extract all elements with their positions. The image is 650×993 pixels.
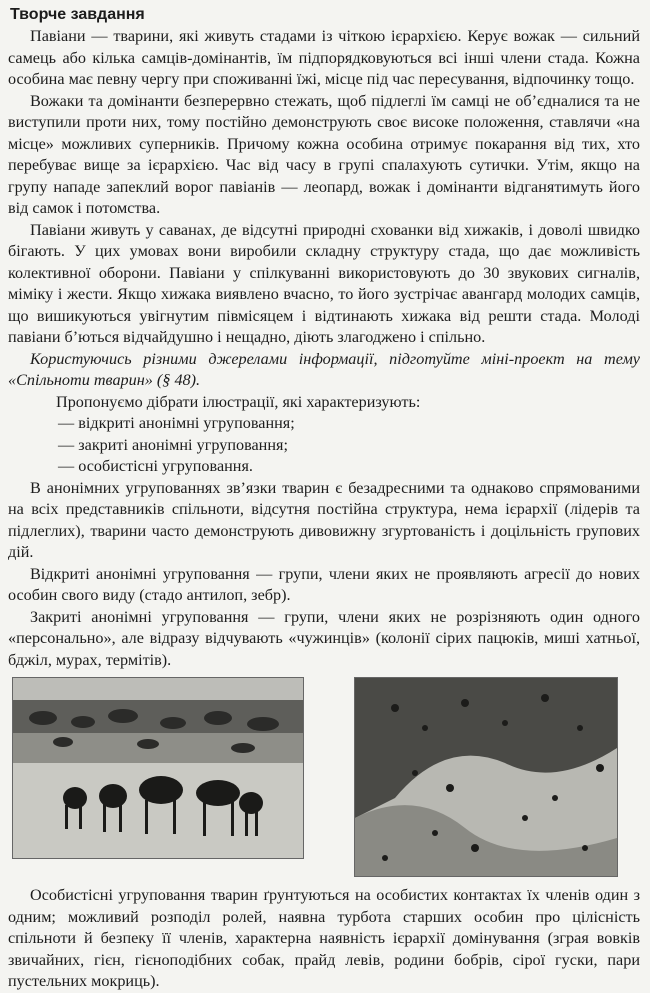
list-item: — відкриті анонімні угруповання; <box>58 414 295 432</box>
paragraph-dominants: Вожаки та домінанти безперервно стежать, щоб підлеглі їм самці не об’єдналися та не виступили проти них, тому постійно демонструють своє високе положення, ставлячи «на місце» можливих суперників. Причому кожна особина отримує покарання від тих, хто перебуває вище за ієрархією. Час від часу в групі спалахують сутички. Утім, якщо на групу нападе запеклий ворог павіанів — леопард, вожак і домінанти відганятимуть його від самок і потомства. <box>8 91 640 217</box>
paragraph-savanna: Павіани живуть у саванах, де відсутні природні схованки від хижаків, і доволі швидко бігають. У цих умовах вони виробили складну структуру стада, що дає можливість колективної оборони. Павіани у спілкуванні використовують до 30 звукових сигналів, міміку і жести. Якщо хижака виявлено вчасно, то його зустрічає авангард молодих самців, що вишикуються увігнутим півмісяцем і відтинають хижака від решти стада. Молоді павіани б’ються відчайдушно і нещадно, діють злагоджено і спільно. <box>8 220 640 346</box>
paragraph-personal-groups: Особистісні угруповання тварин ґрунтуються на особистих контактах їх членів один з одним; можливий розподіл ролей, наявна турбота старших особин про цілісність спільноти й безпеку її членів, характерна наявність ієрархії домінування (зграя вовків звичайних, гієн, гієноподібних собак, прайд левів, родини бобрів, сірої гуски, пари пустельних мокриць). <box>8 886 640 990</box>
paragraph-baboon-hierarchy: Павіани — тварини, які живуть стадами із чіткою ієрархією. Керує вожак — сильний самець або кілька самців-домінантів, їм підпорядковуються всі інші члени стада. Кожна особина має певну чергу при споживанні їжі, місце під час пересування, відпочинку тощо. <box>8 27 640 88</box>
list-intro: Пропонуємо дібрати ілюстрації, які характеризують: <box>56 392 421 411</box>
photo-row <box>8 677 640 877</box>
section-heading: Творче завдання <box>10 6 145 23</box>
insect-colony-image <box>355 678 617 876</box>
list-item: — закриті анонімні угруповання; <box>58 435 288 454</box>
task-instruction: Користуючись різними джерелами інформації, підготуйте міні-проект на тему «Спільноти тварин» (§ 48). <box>8 349 640 389</box>
paragraph-anonymous-groups: В анонімних угрупованнях зв’язки тварин є безадресними та однаково спрямованими на всіх представників спільноти, відсутня постійна структура, нема ієрархії (лідерів та підлеглих), тварини часто демонструють дивовижну згуртованість і доцільність групових дій. <box>8 478 640 561</box>
paragraph-open-groups: Відкриті анонімні угруповання — групи, члени яких не проявляють агресії до нових особин свого виду (стадо антилоп, зебр). <box>8 564 640 604</box>
list-item: — особистісні угруповання. <box>58 457 253 475</box>
wildebeest-herd-image <box>13 678 303 858</box>
wildebeest-herd-photo <box>12 677 304 859</box>
insect-colony-photo <box>354 677 618 877</box>
paragraph-closed-groups: Закриті анонімні угруповання — групи, члени яких не розрізняють один одного «персонально», але відразу відчувають «чужинців» (колонії сірих пацюків, миші хатньої, бджіл, мурах, термітів). <box>8 607 640 669</box>
